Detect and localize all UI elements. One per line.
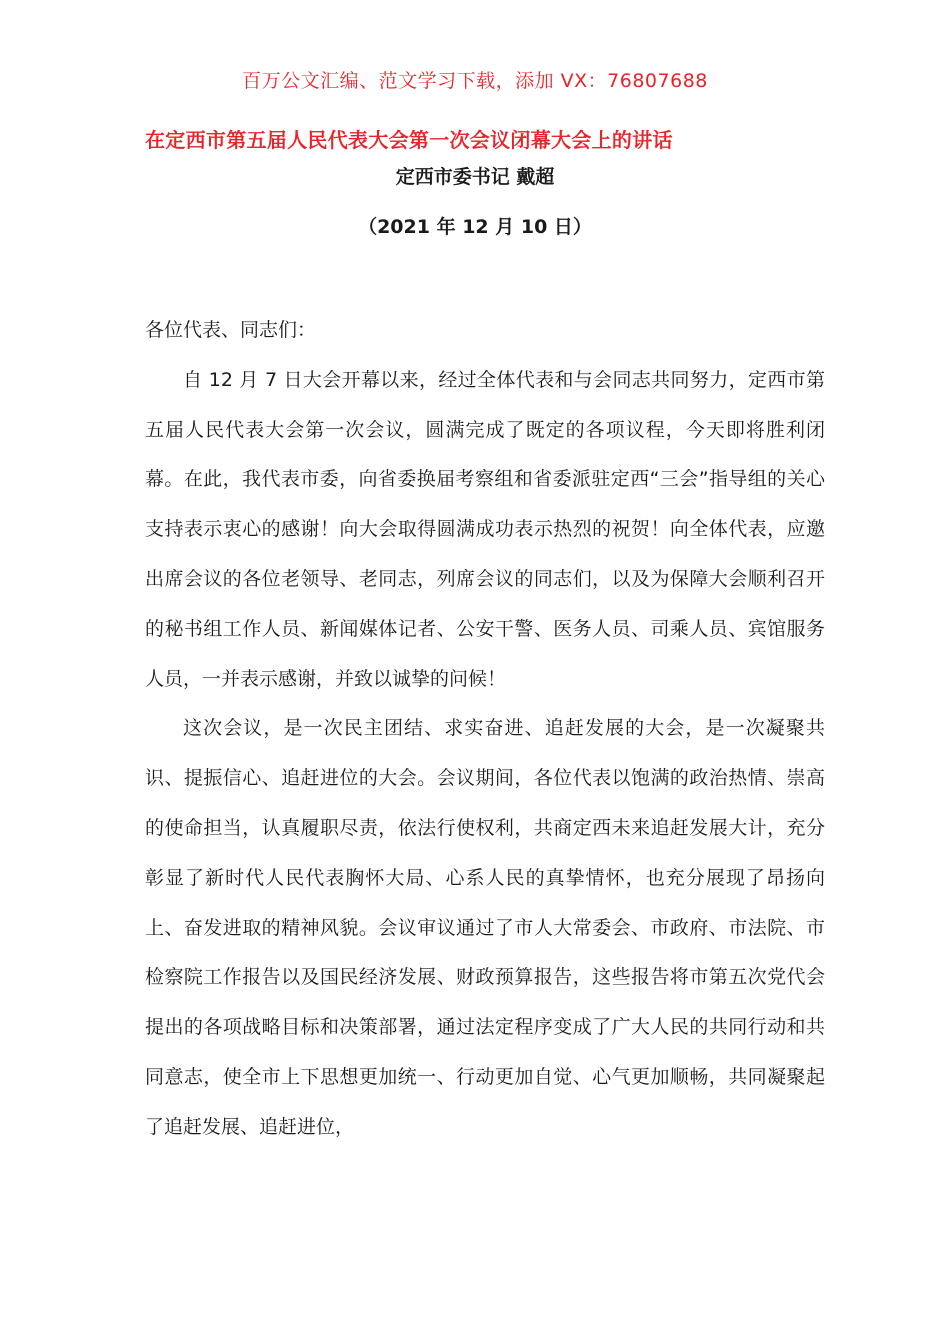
salutation: 各位代表、同志们： (145, 319, 317, 341)
author-line: 定西市委书记 戴超 (395, 166, 555, 188)
document-title: 在定西市第五届人民代表大会第一次会议闭幕大会上的讲话 (145, 128, 673, 152)
watermark-banner: 百万公文汇编、范文学习下载，添加 VX：76807688 (242, 70, 708, 92)
date-line: （2021 年 12 月 10 日） (358, 216, 592, 238)
document-body (145, 306, 825, 1153)
paragraph: 自 12 月 7 日大会开幕以来，经过全体代表和与会同志共同努力，定西市第五届人民代表大会第一次会议，圆满完成了既定的各项议程，今天即将胜利闭幕。在此，我代表市委，向省委换届考察组和省委派驻定西“三会”指导组的关心支持表示衷心的感谢！向大会取得圆满成功表示热烈的祝贺！向全体代表，应邀出席会议的各位老领导、老同志，列席会议的同志们，以及为保障大会顺利召开的秘书组工作人员、新闻媒体记者、公安干警、医务人员、司乘人员、宾馆服务人员，一并表示感谢，并致以诚挚的问候！ (145, 368, 825, 690)
paragraph: 这次会议，是一次民主团结、求实奋进、追赶发展的大会，是一次凝聚共识、提振信心、追赶进位的大会。会议期间，各位代表以饱满的政治热情、崇高的使命担当，认真履职尽责，依法行使权利，共商定西未来追赶发展大计，充分彰显了新时代人民代表胸怀大局、心系人民的真挚情怀，也充分展现了昂扬向上、奋发进取的精神风貌。会议审议通过了市人大常委会、市政府、市法院、市检察院工作报告以及国民经济发展、财政预算报告，这些报告将市第五次党代会提出的各项战略目标和决策部署，通过法定程序变成了广大人民的共同行动和共同意志，使全市上下思想更加统一、行动更加自觉、心气更加顺畅，共同凝聚起了追赶发展、追赶进位， (145, 717, 825, 1138)
